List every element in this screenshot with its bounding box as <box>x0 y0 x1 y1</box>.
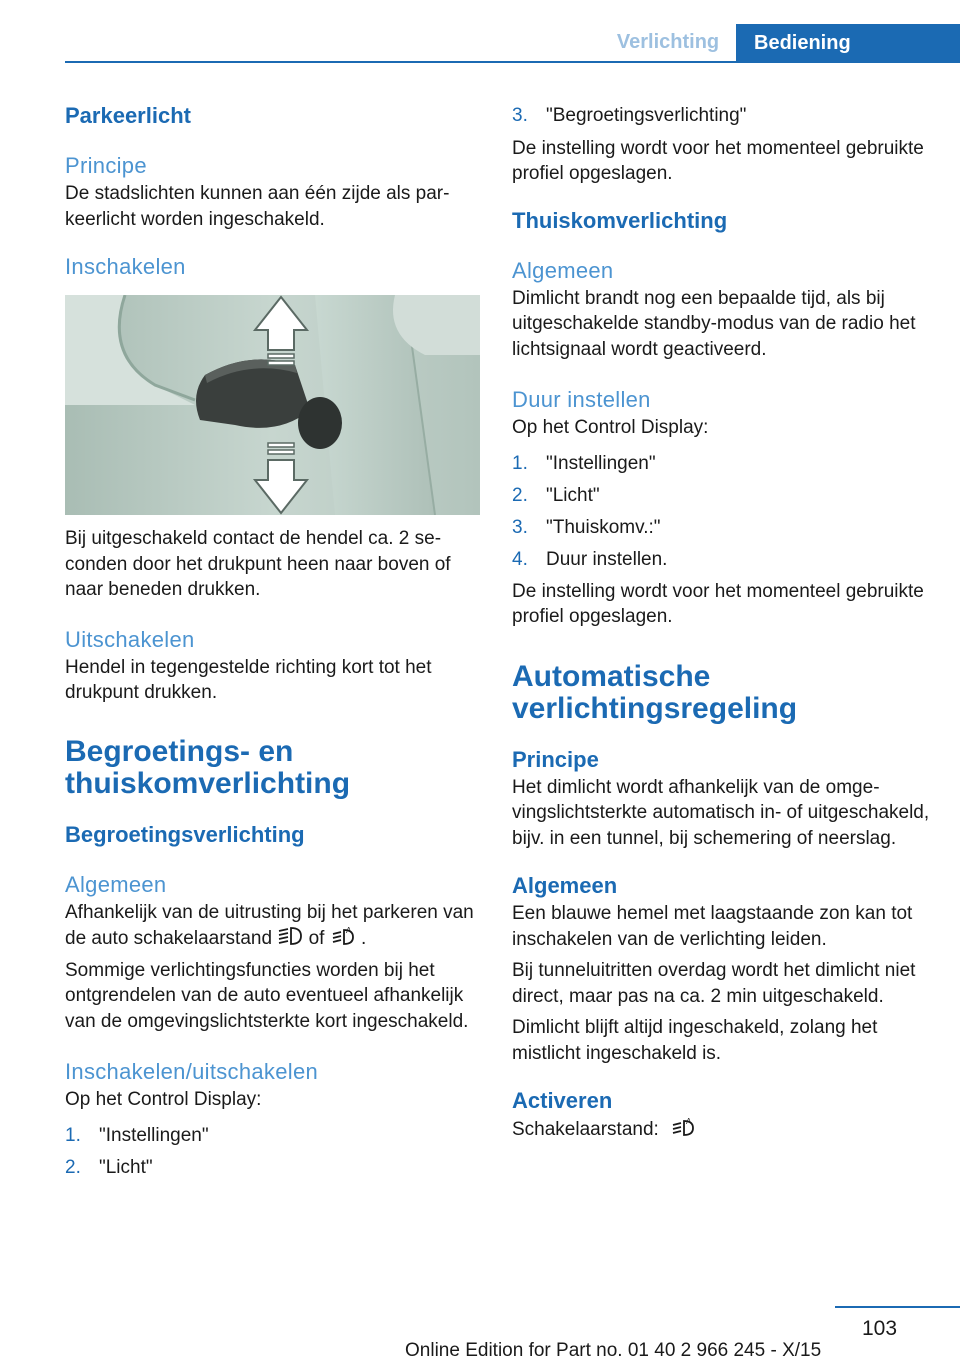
svg-text:A: A <box>686 1117 692 1126</box>
principe-heading: Principe <box>65 153 147 178</box>
page-number: 103 <box>862 1317 898 1340</box>
activeren-text: Schakelaarstand: A <box>512 1116 930 1143</box>
automatische-verlichting-heading: Automatische verlichtingsregeling <box>512 659 798 725</box>
algemeen-text-a: Afhankelijk van de uitrusting bij het parkeren van de auto schakelaarstand <box>65 901 474 949</box>
list-item: 1. "Instellingen" <box>512 452 656 474</box>
algemeen-heading-3: Algemeen <box>512 873 618 898</box>
duur-instellen-heading: Duur instellen <box>512 387 651 412</box>
begroetingsverlichting-heading: Begroetingsverlichting <box>65 821 305 847</box>
inschakelen-uitschakelen-heading: Inschakelen/uitschakelen <box>65 1059 319 1084</box>
low-beam-headlight-icon <box>277 925 303 947</box>
lever-drawing <box>65 295 480 515</box>
svg-text:A: A <box>345 926 352 935</box>
principe-text: De stadslichten kunnen aan één zijde als parkeerlicht worden ingeschakeld. <box>65 183 450 230</box>
left-steps-list <box>65 1123 485 1181</box>
algemeen-text-of: of <box>308 928 325 949</box>
automatic-headlight-icon <box>670 1116 696 1138</box>
thuiskom-algemeen-text: Dimlicht brandt nog een bepaalde tijd, als bij uitgeschakelde standby-modus van de radio het lichtsignaal wordt geactiveerd. <box>512 287 916 360</box>
right-steps-list <box>512 451 930 573</box>
list-item: 2. "Licht" <box>512 484 600 506</box>
turn-signal-lever-illustration <box>65 295 480 515</box>
list-item: 4. Duur instellen. <box>512 548 668 570</box>
list-item: 2. "Licht" <box>65 1156 153 1178</box>
saved-profile-text: De instelling wordt voor het momenteel gebruikte profiel opgeslagen. <box>512 137 924 184</box>
automatic-headlight-icon <box>330 925 356 947</box>
list-item: 3. "Begroetingsverlichting" <box>512 105 747 126</box>
list-item: 1. "Instellingen" <box>65 1124 209 1146</box>
current-chapter-tab: Bediening <box>736 24 960 62</box>
footer-rule <box>835 1306 960 1308</box>
inschakelen-heading: Inschakelen <box>65 254 186 279</box>
lever-instruction-text: Bij uitgeschakeld contact de hendel ca. 2 seconden door het drukpunt heen naar boven of naar beneden drukken. <box>65 528 451 600</box>
list-item: 3. "Thuiskomv.:" <box>512 516 661 538</box>
algemeen-heading-2: Algemeen <box>512 257 614 283</box>
saved-profile-text-2: De instelling wordt voor het momenteel gebruikte profiel opgeslagen. <box>512 580 924 627</box>
algemeen-text-end: . <box>361 928 367 949</box>
edition-text: Online Edition for Part no. 01 40 2 966 245 - X/15 <box>405 1340 822 1361</box>
thuiskomverlichting-heading: Thuiskomverlichting <box>512 207 728 233</box>
section-tab: Verlichting <box>616 31 720 53</box>
principe-heading-2: Principe <box>512 746 599 772</box>
control-display-text: Op het Control Display: <box>65 1089 262 1110</box>
parkeerlicht-heading: Parkeerlicht <box>65 103 191 128</box>
algemeen-text2: Sommige verlichtingsfuncties worden bij het ontgrendelen van de auto eventueel afhankelijk van de omgevingslichtsterkte kort ingeschakeld. <box>65 959 469 1032</box>
control-display-text-2: Op het Control Display: <box>512 417 709 438</box>
activeren-heading: Activeren <box>512 1088 613 1113</box>
algemeen-heading: Algemeen <box>65 871 167 897</box>
begroetings-main-heading: Begroetings- en thuiskomverlichting <box>65 734 351 800</box>
auto-algemeen-text-3: Dimlicht blijft altijd ingeschakeld, zolang het mistlicht ingeschakeld is. <box>512 1017 878 1064</box>
uitschakelen-heading: Uitschakelen <box>65 626 195 652</box>
header-rule <box>65 61 960 63</box>
uitschakelen-text: Hendel in tegengestelde richting kort tot het drukpunt drukken. <box>65 656 432 703</box>
right-column <box>512 100 930 1143</box>
auto-algemeen-text-2: Bij tunneluitritten overdag wordt het dimlicht niet direct, maar pas na ca. 2 min uitgeschakeld. <box>512 960 916 1007</box>
left-column <box>65 100 485 1187</box>
algemeen-text <box>65 900 485 952</box>
auto-algemeen-text-1: Een blauwe hemel met laagstaande zon kan tot inschakelen van de verlichting leiden. <box>512 903 913 950</box>
right-step3-list <box>512 103 930 129</box>
auto-principe-text: Het dimlicht wordt afhankelijk van de omgevingslichtsterkte automatisch in- of uitgeschakeld, bijv. in een tunnel, bij schemering of neerslag. <box>512 776 930 849</box>
